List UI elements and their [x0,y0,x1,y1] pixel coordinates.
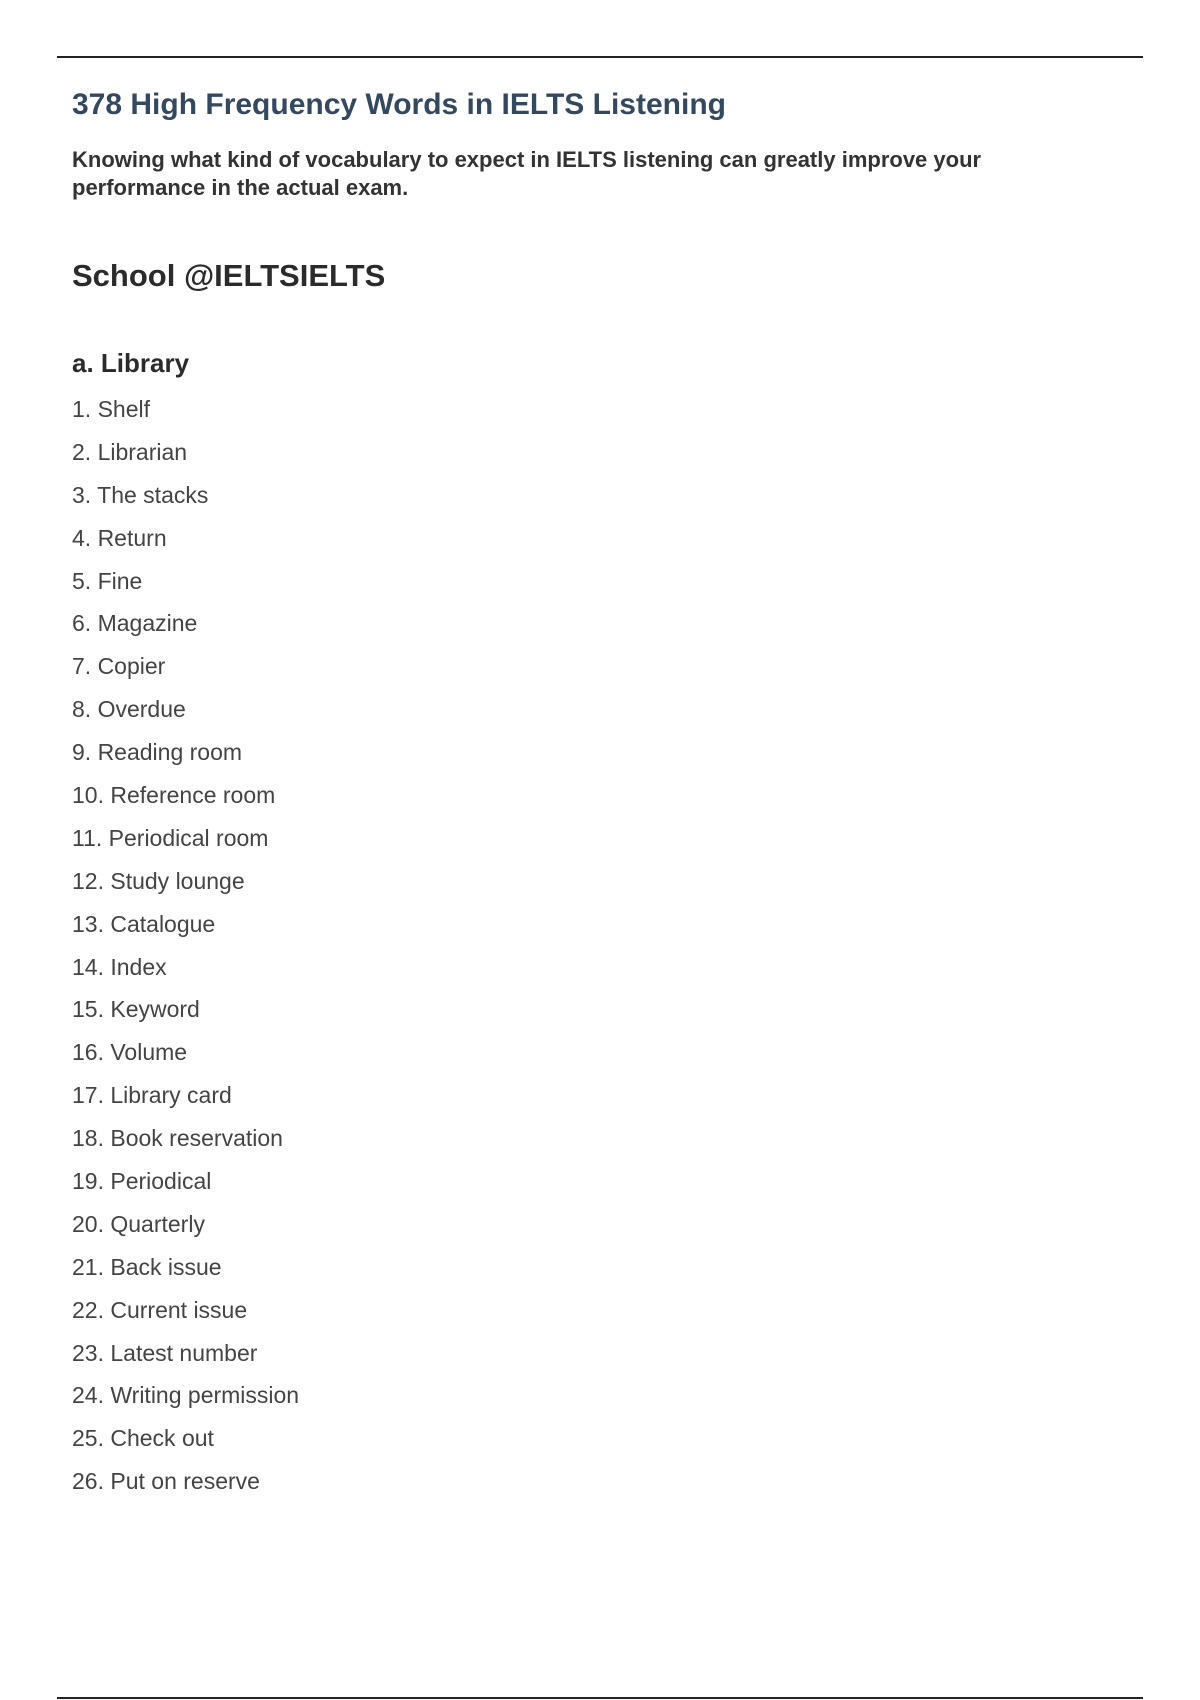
section-heading: School @IELTSIELTS [72,258,386,293]
list-item: 19. Periodical [72,1168,212,1195]
list-item: 16. Volume [72,1039,188,1066]
document-body [72,84,1132,1503]
list-item: 5. Fine [72,567,143,594]
list-item: 15. Keyword [72,996,200,1023]
list-item: 13. Catalogue [72,910,216,937]
document-title: 378 High Frequency Words in IELTS Listening [72,88,726,121]
bottom-rule [57,1697,1143,1699]
list-item: 21. Back issue [72,1253,222,1280]
list-item: 18. Book reservation [72,1125,283,1152]
list-item: 11. Periodical room [72,824,269,851]
list-item: 14. Index [72,953,167,980]
list-item: 9. Reading room [72,739,243,766]
list-item: 12. Study lounge [72,867,245,894]
list-item: 7. Copier [72,653,166,680]
list-item: 25. Check out [72,1425,214,1452]
list-item: 3. The stacks [72,481,209,508]
intro-paragraph: Knowing what kind of vocabulary to expect in IELTS listening can greatly improve your performance in the actual exam. [72,147,982,200]
list-item: 17. Library card [72,1082,232,1109]
list-item: 24. Writing permission [72,1382,300,1409]
list-item: 4. Return [72,524,167,551]
subsection-heading: a. Library [72,348,190,378]
list-item: 23. Latest number [72,1339,258,1366]
word-list [72,388,1132,1503]
list-item: 10. Reference room [72,782,276,809]
list-item: 22. Current issue [72,1296,248,1323]
list-item: 20. Quarterly [72,1210,205,1237]
top-rule [57,56,1143,58]
list-item: 1. Shelf [72,396,150,422]
list-item: 26. Put on reserve [72,1468,260,1495]
list-item: 2. Librarian [72,438,188,465]
list-item: 6. Magazine [72,610,198,637]
list-item: 8. Overdue [72,696,186,723]
